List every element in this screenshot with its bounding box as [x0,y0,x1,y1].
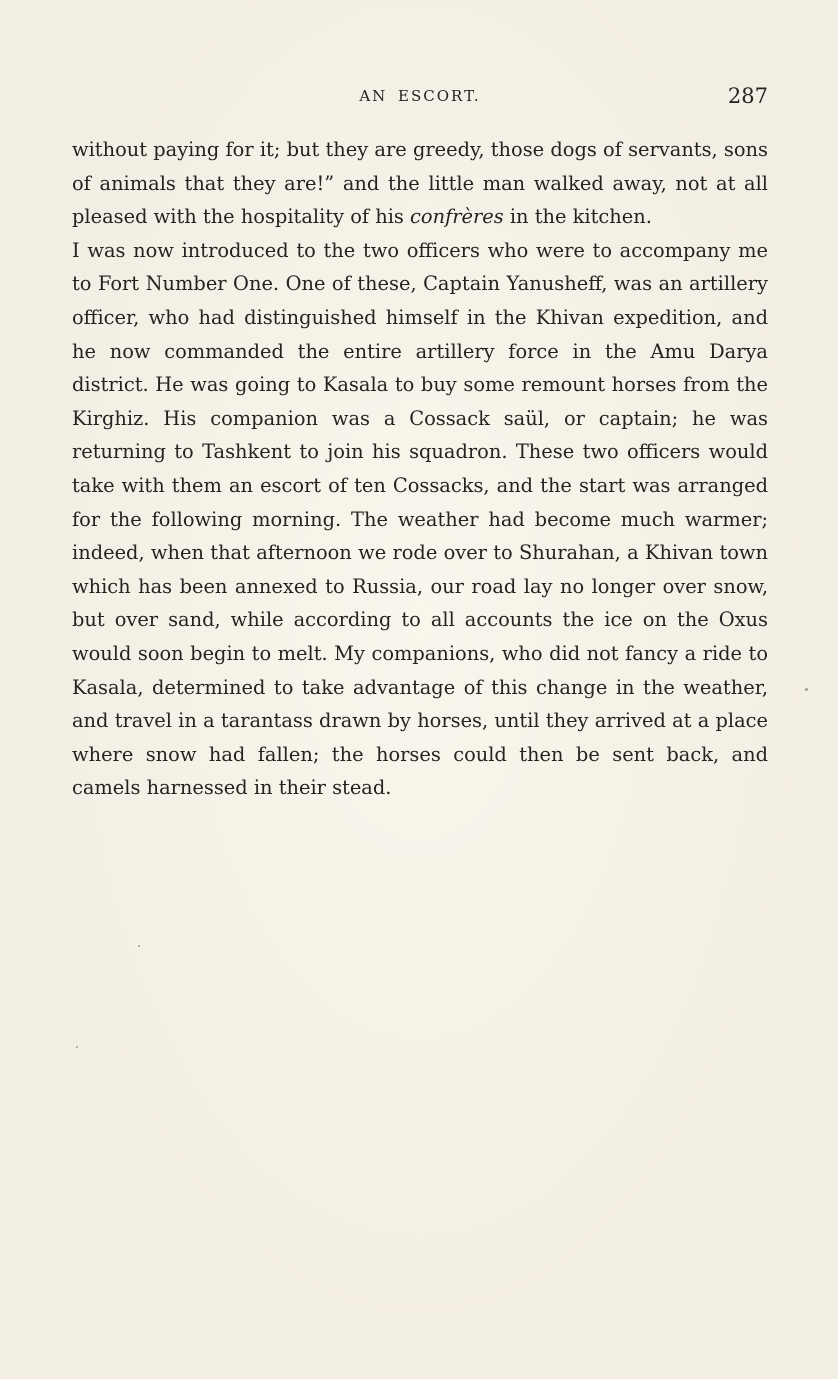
paragraph-text: without paying for it; but they are greedy, those dogs of servants, sons of animals that they are!” and the little man walked away, not at all pleased with the hospitality of his [72,138,768,229]
page-header [72,84,768,116]
paper-speck [805,688,808,691]
paragraph [72,133,768,234]
paper-speck [138,945,140,947]
body-text [72,133,768,805]
paragraph: I was now introduced to the two officers who were to accompany me to Fort Number One. One of these, Captain Yanusheff, was an artillery officer, who had distinguished himself in the Khivan expedition, and he now commanded the entire artillery force in the Amu Darya district. He was going to Kasala to buy some remount horses from the Kirghiz. His companion was a Cossack saül, or captain; he was returning to Tashkent to join his squadron. These two officers would take with them an escort of ten Cossacks, and the start was arranged for the following morning. The weather had become much warmer; indeed, when that afternoon we rode over to Shurahan, a Khivan town which has been annexed to Russia, our road lay no longer over snow, but over sand, while according to all accounts the ice on the Oxus would soon begin to melt. My companions, who did not fancy a ride to Kasala, determined to take advantage of this change in the weather, and travel in a tarantass drawn by horses, until they arrived at a place where snow had fallen; the horses could then be sent back, and camels harnessed in their stead. [72,238,768,800]
italic-word: confrères [410,205,504,229]
page-number: 287 [727,84,768,108]
paper-speck [76,1046,78,1048]
paragraph-text: in the kitchen. [509,205,652,229]
running-head: AN ESCORT. [359,87,481,105]
